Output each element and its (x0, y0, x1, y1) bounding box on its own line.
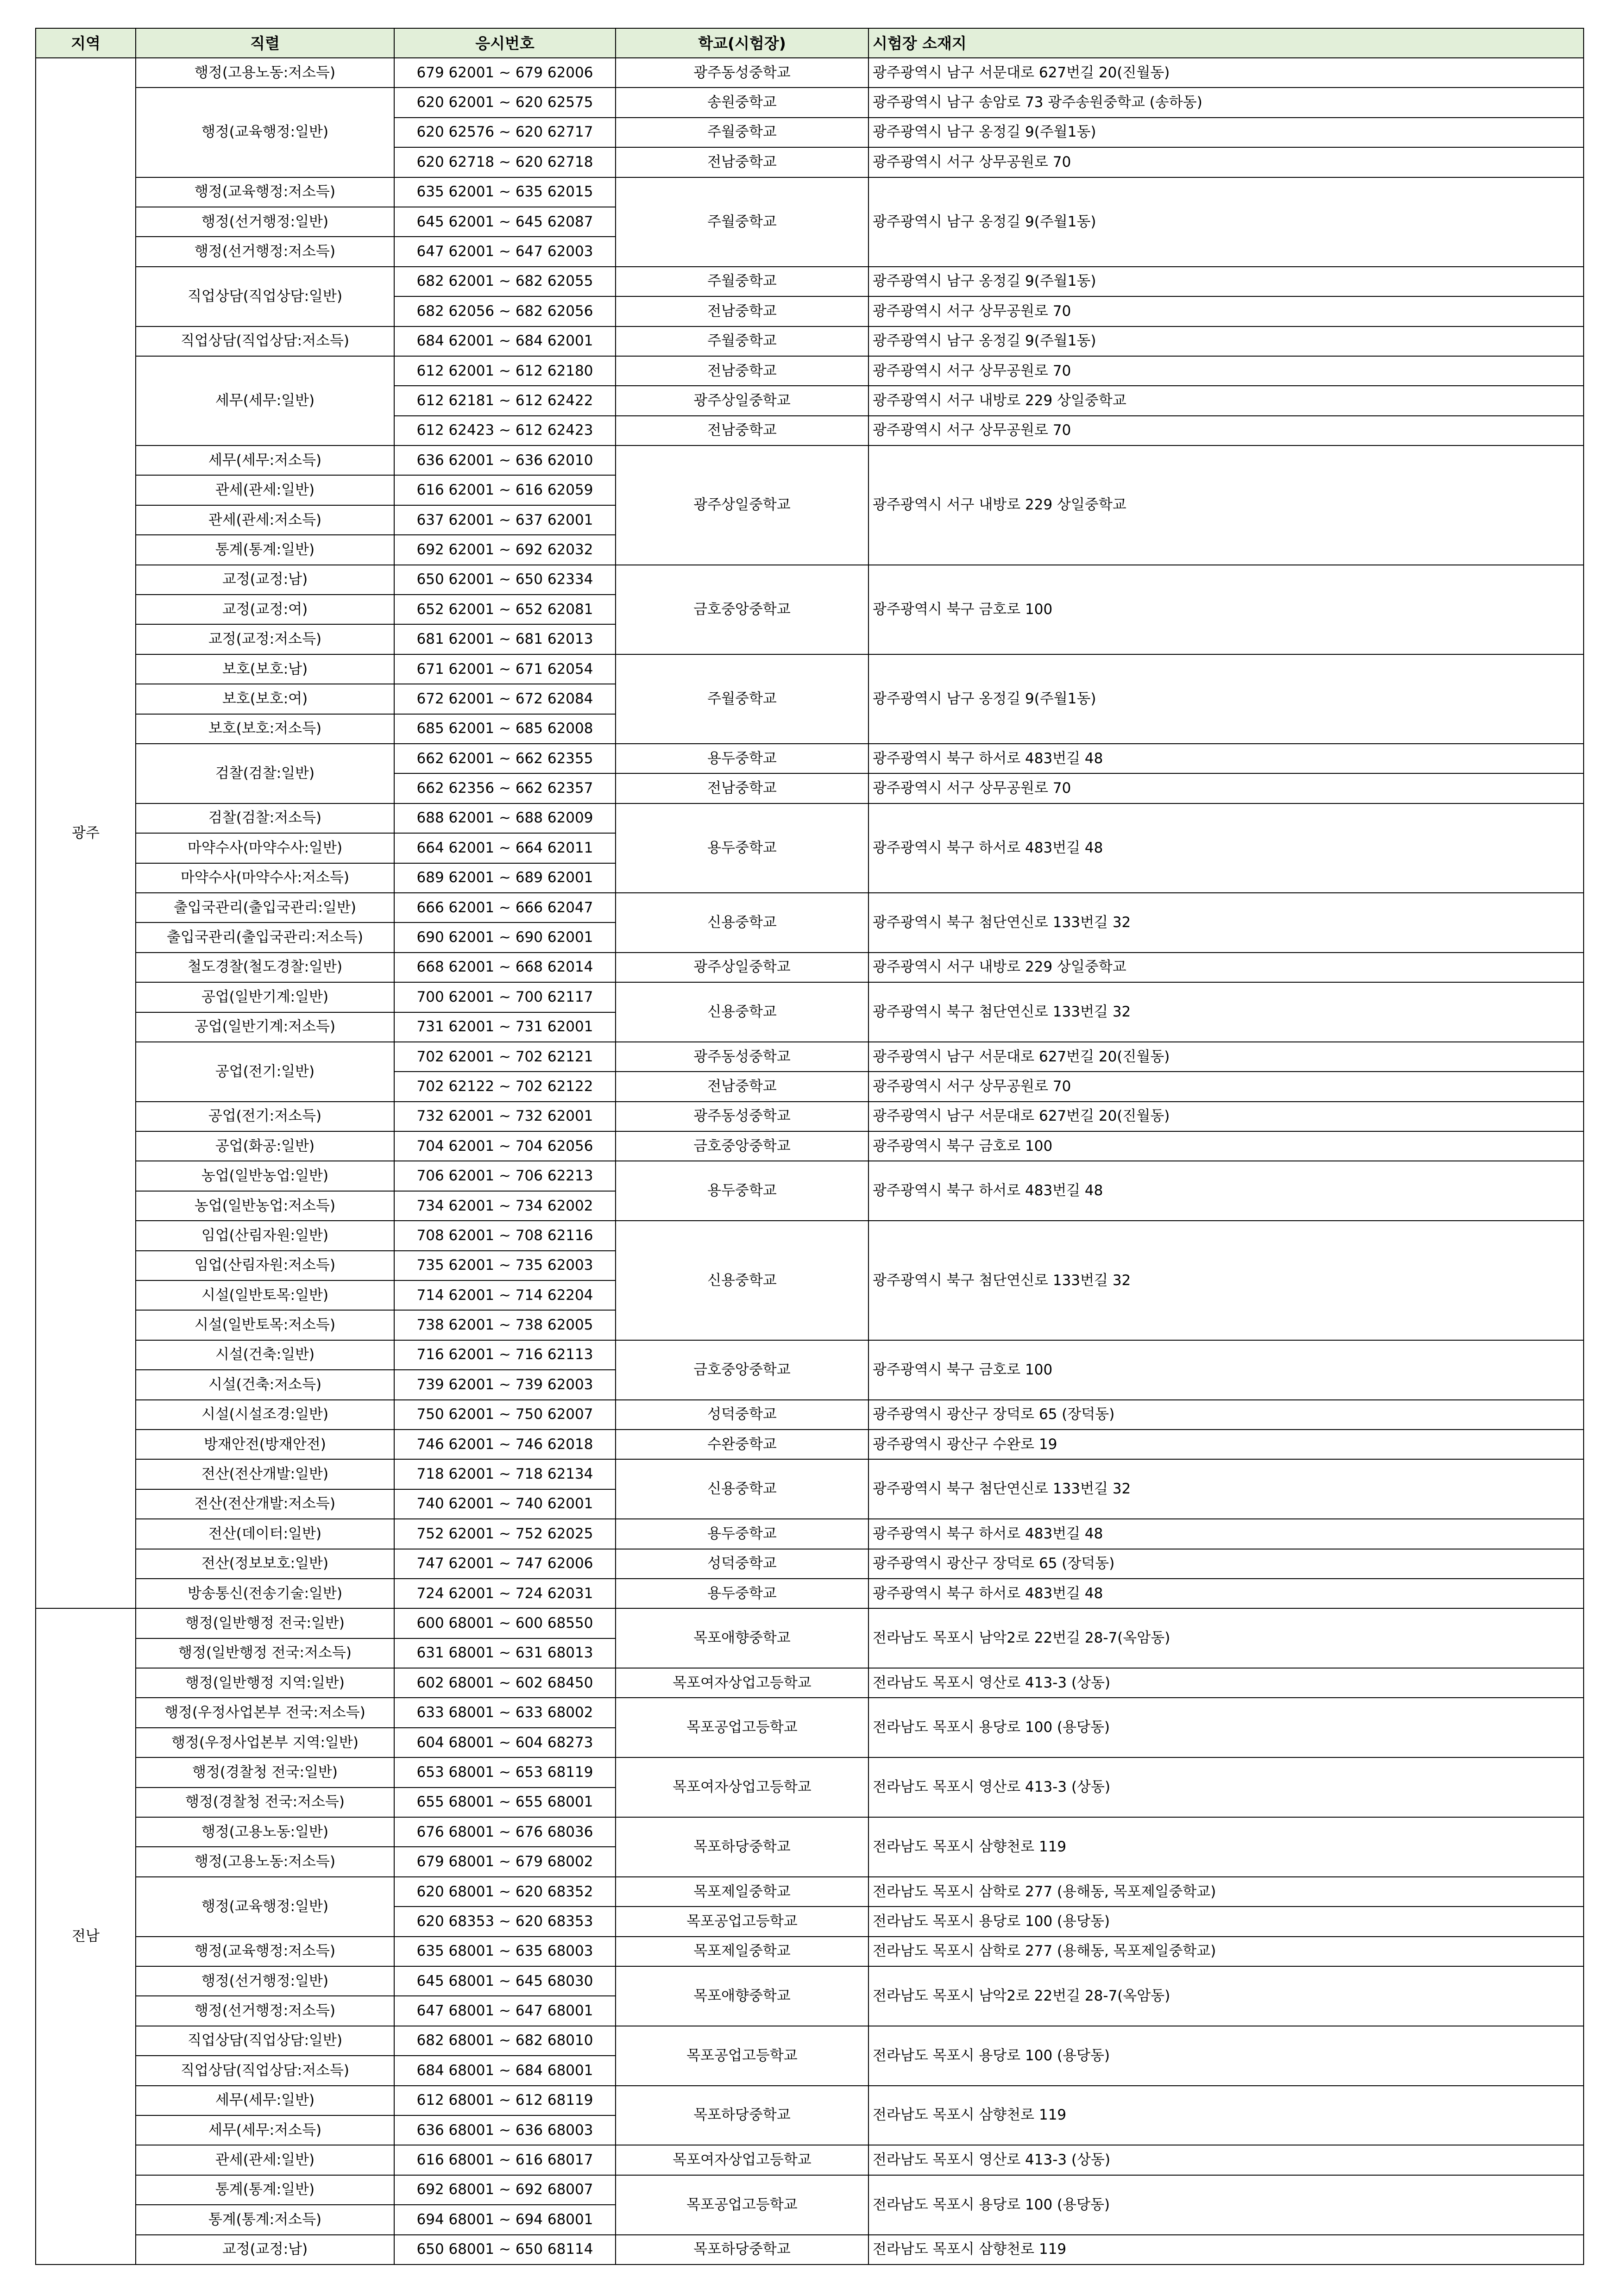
table-row (36, 1579, 1584, 1608)
address-cell: 광주광역시 광산구 수완로 19 (868, 1430, 1584, 1459)
series-cell: 관세(관세:일반) (136, 2145, 394, 2175)
header-exam-number: 응시번호 (394, 28, 616, 58)
exam-number-cell: 612 62001 ~ 612 62180 (394, 356, 616, 386)
exam-number-cell: 666 62001 ~ 666 62047 (394, 893, 616, 922)
series-cell: 세무(세무:저소득) (136, 2115, 394, 2145)
header-row (36, 28, 1584, 58)
table-row (36, 2026, 1584, 2056)
address-cell: 전라남도 목포시 남악2로 22번길 28-7(옥암동) (868, 1966, 1584, 2026)
series-cell: 방송통신(전송기술:일반) (136, 1579, 394, 1608)
series-cell: 행정(고용노동:저소득) (136, 1847, 394, 1876)
school-cell: 성덕중학교 (616, 1400, 868, 1430)
school-cell: 주월중학교 (616, 177, 868, 267)
series-cell: 전산(데이터:일반) (136, 1519, 394, 1549)
address-cell: 광주광역시 서구 상무공원로 70 (868, 773, 1584, 803)
series-cell: 행정(교육행정:일반) (136, 1877, 394, 1937)
series-cell: 세무(세무:일반) (136, 356, 394, 445)
exam-number-cell: 692 62001 ~ 692 62032 (394, 535, 616, 565)
table-row (36, 654, 1584, 684)
table-row (36, 1817, 1584, 1847)
address-cell: 전라남도 목포시 삼향천로 119 (868, 2086, 1584, 2145)
series-cell: 행정(우정사업본부 지역:일반) (136, 1728, 394, 1757)
series-cell: 관세(관세:저소득) (136, 505, 394, 535)
address-cell: 광주광역시 북구 첨단연신로 133번길 32 (868, 1221, 1584, 1340)
address-cell: 광주광역시 남구 옹정길 9(주월1동) (868, 118, 1584, 147)
address-cell: 전라남도 목포시 영산로 413-3 (상동) (868, 1668, 1584, 1698)
exam-number-cell: 750 62001 ~ 750 62007 (394, 1400, 616, 1430)
address-cell: 전라남도 목포시 용당로 100 (용당동) (868, 1907, 1584, 1936)
table-row (36, 2145, 1584, 2175)
header-school: 학교(시험장) (616, 28, 868, 58)
table-row (36, 58, 1584, 88)
table-row (36, 1459, 1584, 1489)
exam-number-cell: 645 62001 ~ 645 62087 (394, 207, 616, 237)
table-row (36, 744, 1584, 773)
table-row (36, 1937, 1584, 1966)
series-cell: 행정(선거행정:저소득) (136, 1996, 394, 2026)
exam-number-cell: 612 62423 ~ 612 62423 (394, 416, 616, 445)
table-row (36, 356, 1584, 386)
address-cell: 광주광역시 남구 옹정길 9(주월1동) (868, 326, 1584, 356)
table-row (36, 2175, 1584, 2205)
table-row (36, 1042, 1584, 1072)
exam-number-cell: 700 62001 ~ 700 62117 (394, 982, 616, 1012)
table-row (36, 803, 1584, 833)
exam-number-cell: 704 62001 ~ 704 62056 (394, 1131, 616, 1161)
address-cell: 광주광역시 남구 송암로 73 광주송원중학교 (송하동) (868, 88, 1584, 117)
series-cell: 행정(일반행정 전국:저소득) (136, 1638, 394, 1668)
region-cell: 광주 (36, 58, 136, 1608)
address-cell: 전라남도 목포시 삼향천로 119 (868, 2235, 1584, 2265)
school-cell: 주월중학교 (616, 267, 868, 296)
school-cell: 목포여자상업고등학교 (616, 1757, 868, 1817)
exam-number-cell: 734 62001 ~ 734 62002 (394, 1191, 616, 1221)
header-series: 직렬 (136, 28, 394, 58)
series-cell: 행정(경찰청 전국:저소득) (136, 1788, 394, 1817)
exam-number-cell: 655 68001 ~ 655 68001 (394, 1788, 616, 1817)
table-row (36, 1966, 1584, 1996)
exam-number-cell: 684 68001 ~ 684 68001 (394, 2056, 616, 2085)
school-cell: 전남중학교 (616, 773, 868, 803)
exam-number-cell: 650 62001 ~ 650 62334 (394, 565, 616, 595)
series-cell: 보호(보호:여) (136, 684, 394, 714)
exam-number-cell: 738 62001 ~ 738 62005 (394, 1310, 616, 1340)
series-cell: 행정(교육행정:저소득) (136, 177, 394, 207)
series-cell: 행정(일반행정 지역:일반) (136, 1668, 394, 1698)
address-cell: 광주광역시 북구 첨단연신로 133번길 32 (868, 982, 1584, 1042)
address-cell: 광주광역시 광산구 장덕로 65 (장덕동) (868, 1549, 1584, 1579)
school-cell: 광주동성중학교 (616, 58, 868, 88)
table-row (36, 1430, 1584, 1459)
exam-number-cell: 706 62001 ~ 706 62213 (394, 1161, 616, 1191)
table-row (36, 1161, 1584, 1191)
series-cell: 농업(일반농업:저소득) (136, 1191, 394, 1221)
table-row (36, 953, 1584, 982)
exam-number-cell: 616 68001 ~ 616 68017 (394, 2145, 616, 2175)
address-cell: 광주광역시 서구 내방로 229 상일중학교 (868, 386, 1584, 415)
header-region: 지역 (36, 28, 136, 58)
exam-number-cell: 682 62056 ~ 682 62056 (394, 296, 616, 326)
exam-number-cell: 679 62001 ~ 679 62006 (394, 58, 616, 88)
exam-number-cell: 662 62001 ~ 662 62355 (394, 744, 616, 773)
school-cell: 전남중학교 (616, 147, 868, 177)
exam-number-cell: 718 62001 ~ 718 62134 (394, 1459, 616, 1489)
school-cell: 용두중학교 (616, 1519, 868, 1549)
series-cell: 행정(일반행정 전국:일반) (136, 1608, 394, 1638)
series-cell: 보호(보호:남) (136, 654, 394, 684)
school-cell: 주월중학교 (616, 326, 868, 356)
school-cell: 신용중학교 (616, 982, 868, 1042)
series-cell: 전산(정보보호:일반) (136, 1549, 394, 1579)
address-cell: 전라남도 목포시 삼학로 277 (용해동, 목포제일중학교) (868, 1937, 1584, 1966)
exam-number-cell: 747 62001 ~ 747 62006 (394, 1549, 616, 1579)
header-address: 시험장 소재지 (868, 28, 1584, 58)
exam-number-cell: 620 68001 ~ 620 68352 (394, 1877, 616, 1907)
series-cell: 공업(일반기계:저소득) (136, 1012, 394, 1042)
table-row (36, 326, 1584, 356)
exam-number-cell: 620 62001 ~ 620 62575 (394, 88, 616, 117)
address-cell: 전라남도 목포시 영산로 413-3 (상동) (868, 1757, 1584, 1817)
series-cell: 통계(통계:일반) (136, 2175, 394, 2205)
address-cell: 전라남도 목포시 영산로 413-3 (상동) (868, 2145, 1584, 2175)
exam-number-cell: 668 62001 ~ 668 62014 (394, 953, 616, 982)
exam-number-cell: 716 62001 ~ 716 62113 (394, 1340, 616, 1370)
exam-number-cell: 690 62001 ~ 690 62001 (394, 922, 616, 952)
table-row (36, 445, 1584, 475)
exam-number-cell: 724 62001 ~ 724 62031 (394, 1579, 616, 1608)
exam-venue-table (35, 28, 1584, 2265)
address-cell: 광주광역시 서구 상무공원로 70 (868, 356, 1584, 386)
series-cell: 세무(세무:저소득) (136, 445, 394, 475)
table-row (36, 1519, 1584, 1549)
series-cell: 방재안전(방재안전) (136, 1430, 394, 1459)
exam-number-cell: 672 62001 ~ 672 62084 (394, 684, 616, 714)
address-cell: 광주광역시 북구 하서로 483번길 48 (868, 1161, 1584, 1221)
exam-number-cell: 631 68001 ~ 631 68013 (394, 1638, 616, 1668)
address-cell: 전라남도 목포시 삼학로 277 (용해동, 목포제일중학교) (868, 1877, 1584, 1907)
exam-number-cell: 647 68001 ~ 647 68001 (394, 1996, 616, 2026)
address-cell: 광주광역시 남구 옹정길 9(주월1동) (868, 267, 1584, 296)
series-cell: 교정(교정:저소득) (136, 624, 394, 654)
school-cell: 목포공업고등학교 (616, 1698, 868, 1757)
exam-number-cell: 620 62718 ~ 620 62718 (394, 147, 616, 177)
school-cell: 목포하당중학교 (616, 1817, 868, 1877)
exam-number-cell: 612 68001 ~ 612 68119 (394, 2086, 616, 2115)
address-cell: 전라남도 목포시 남악2로 22번길 28-7(옥암동) (868, 1608, 1584, 1668)
exam-number-cell: 650 68001 ~ 650 68114 (394, 2235, 616, 2265)
exam-number-cell: 735 62001 ~ 735 62003 (394, 1251, 616, 1280)
school-cell: 성덕중학교 (616, 1549, 868, 1579)
series-cell: 행정(우정사업본부 전국:저소득) (136, 1698, 394, 1727)
series-cell: 세무(세무:일반) (136, 2086, 394, 2115)
exam-number-cell: 671 62001 ~ 671 62054 (394, 654, 616, 684)
table-row (36, 177, 1584, 207)
address-cell: 광주광역시 남구 서문대로 627번길 20(진월동) (868, 58, 1584, 88)
series-cell: 행정(고용노동:일반) (136, 1817, 394, 1847)
exam-number-cell: 653 68001 ~ 653 68119 (394, 1757, 616, 1787)
series-cell: 행정(교육행정:저소득) (136, 1937, 394, 1966)
table-row (36, 1668, 1584, 1698)
exam-number-cell: 616 62001 ~ 616 62059 (394, 475, 616, 505)
address-cell: 광주광역시 남구 옹정길 9(주월1동) (868, 654, 1584, 744)
series-cell: 검찰(검찰:저소득) (136, 803, 394, 833)
table-row (36, 1757, 1584, 1787)
exam-number-cell: 636 68001 ~ 636 68003 (394, 2115, 616, 2145)
table-row (36, 893, 1584, 922)
address-cell: 광주광역시 북구 금호로 100 (868, 1340, 1584, 1400)
address-cell: 전라남도 목포시 용당로 100 (용당동) (868, 1698, 1584, 1757)
exam-number-cell: 694 68001 ~ 694 68001 (394, 2205, 616, 2234)
exam-number-cell: 702 62001 ~ 702 62121 (394, 1042, 616, 1072)
address-cell: 광주광역시 남구 옹정길 9(주월1동) (868, 177, 1584, 267)
series-cell: 시설(건축:일반) (136, 1340, 394, 1370)
exam-number-cell: 664 62001 ~ 664 62011 (394, 833, 616, 863)
table-row (36, 1131, 1584, 1161)
address-cell: 전라남도 목포시 용당로 100 (용당동) (868, 2175, 1584, 2235)
school-cell: 주월중학교 (616, 118, 868, 147)
series-cell: 시설(건축:저소득) (136, 1370, 394, 1399)
school-cell: 광주동성중학교 (616, 1102, 868, 1131)
address-cell: 광주광역시 서구 상무공원로 70 (868, 147, 1584, 177)
series-cell: 전산(전산개발:일반) (136, 1459, 394, 1489)
address-cell: 광주광역시 남구 서문대로 627번길 20(진월동) (868, 1042, 1584, 1072)
school-cell: 목포애향중학교 (616, 1608, 868, 1668)
school-cell: 주월중학교 (616, 654, 868, 744)
school-cell: 신용중학교 (616, 1221, 868, 1340)
exam-number-cell: 635 68001 ~ 635 68003 (394, 1937, 616, 1966)
series-cell: 공업(화공:일반) (136, 1131, 394, 1161)
table-row (36, 565, 1584, 595)
series-cell: 교정(교정:여) (136, 595, 394, 624)
table-row (36, 1608, 1584, 1638)
address-cell: 광주광역시 북구 하서로 483번길 48 (868, 803, 1584, 893)
series-cell: 교정(교정:남) (136, 2235, 394, 2265)
series-cell: 마약수사(마약수사:일반) (136, 833, 394, 863)
series-cell: 철도경찰(철도경찰:일반) (136, 953, 394, 982)
table-row (36, 267, 1584, 296)
series-cell: 교정(교정:남) (136, 565, 394, 595)
exam-number-cell: 662 62356 ~ 662 62357 (394, 773, 616, 803)
exam-number-cell: 682 62001 ~ 682 62055 (394, 267, 616, 296)
school-cell: 용두중학교 (616, 803, 868, 893)
exam-number-cell: 685 62001 ~ 685 62008 (394, 714, 616, 744)
series-cell: 행정(고용노동:저소득) (136, 58, 394, 88)
table-row (36, 1698, 1584, 1727)
series-cell: 직업상담(직업상담:저소득) (136, 326, 394, 356)
table-row (36, 1400, 1584, 1430)
exam-number-cell: 684 62001 ~ 684 62001 (394, 326, 616, 356)
table-body (36, 58, 1584, 2265)
series-cell: 시설(일반토목:일반) (136, 1280, 394, 1310)
exam-number-cell: 612 62181 ~ 612 62422 (394, 386, 616, 415)
table-row (36, 982, 1584, 1012)
school-cell: 전남중학교 (616, 416, 868, 445)
series-cell: 임업(산림자원:일반) (136, 1221, 394, 1250)
address-cell: 전라남도 목포시 삼향천로 119 (868, 1817, 1584, 1877)
address-cell: 광주광역시 북구 하서로 483번길 48 (868, 1519, 1584, 1549)
exam-number-cell: 739 62001 ~ 739 62003 (394, 1370, 616, 1399)
school-cell: 금호중앙중학교 (616, 565, 868, 654)
series-cell: 행정(경찰청 전국:일반) (136, 1757, 394, 1787)
school-cell: 신용중학교 (616, 1459, 868, 1519)
table-row (36, 88, 1584, 117)
table-row (36, 1340, 1584, 1370)
table-row (36, 2086, 1584, 2115)
school-cell: 신용중학교 (616, 893, 868, 953)
series-cell: 행정(선거행정:저소득) (136, 237, 394, 266)
series-cell: 시설(시설조경:일반) (136, 1400, 394, 1430)
address-cell: 광주광역시 서구 상무공원로 70 (868, 296, 1584, 326)
series-cell: 행정(선거행정:일반) (136, 1966, 394, 1996)
address-cell: 광주광역시 서구 상무공원로 70 (868, 1072, 1584, 1101)
series-cell: 출입국관리(출입국관리:일반) (136, 893, 394, 922)
exam-number-cell: 731 62001 ~ 731 62001 (394, 1012, 616, 1042)
exam-number-cell: 635 62001 ~ 635 62015 (394, 177, 616, 207)
exam-number-cell: 752 62001 ~ 752 62025 (394, 1519, 616, 1549)
school-cell: 용두중학교 (616, 1161, 868, 1221)
school-cell: 송원중학교 (616, 88, 868, 117)
exam-number-cell: 604 68001 ~ 604 68273 (394, 1728, 616, 1757)
school-cell: 광주상일중학교 (616, 445, 868, 565)
school-cell: 목포애향중학교 (616, 1966, 868, 2026)
series-cell: 시설(일반토목:저소득) (136, 1310, 394, 1340)
series-cell: 마약수사(마약수사:저소득) (136, 863, 394, 893)
address-cell: 광주광역시 북구 첨단연신로 133번길 32 (868, 893, 1584, 953)
exam-number-cell: 746 62001 ~ 746 62018 (394, 1430, 616, 1459)
exam-number-cell: 602 68001 ~ 602 68450 (394, 1668, 616, 1698)
exam-number-cell: 600 68001 ~ 600 68550 (394, 1608, 616, 1638)
series-cell: 직업상담(직업상담:일반) (136, 267, 394, 326)
exam-number-cell: 637 62001 ~ 637 62001 (394, 505, 616, 535)
school-cell: 목포하당중학교 (616, 2086, 868, 2145)
school-cell: 용두중학교 (616, 1579, 868, 1608)
table-row (36, 1549, 1584, 1579)
exam-number-cell: 647 62001 ~ 647 62003 (394, 237, 616, 266)
exam-number-cell: 633 68001 ~ 633 68002 (394, 1698, 616, 1727)
series-cell: 전산(전산개발:저소득) (136, 1489, 394, 1519)
exam-number-cell: 732 62001 ~ 732 62001 (394, 1102, 616, 1131)
exam-number-cell: 620 62576 ~ 620 62717 (394, 118, 616, 147)
school-cell: 목포공업고등학교 (616, 2175, 868, 2235)
exam-number-cell: 702 62122 ~ 702 62122 (394, 1072, 616, 1101)
school-cell: 금호중앙중학교 (616, 1131, 868, 1161)
table-row (36, 1221, 1584, 1250)
school-cell: 수완중학교 (616, 1430, 868, 1459)
exam-number-cell: 688 62001 ~ 688 62009 (394, 803, 616, 833)
series-cell: 통계(통계:일반) (136, 535, 394, 565)
exam-number-cell: 679 68001 ~ 679 68002 (394, 1847, 616, 1876)
series-cell: 직업상담(직업상담:저소득) (136, 2056, 394, 2085)
exam-number-cell: 692 68001 ~ 692 68007 (394, 2175, 616, 2205)
school-cell: 금호중앙중학교 (616, 1340, 868, 1400)
series-cell: 검찰(검찰:일반) (136, 744, 394, 803)
series-cell: 보호(보호:저소득) (136, 714, 394, 744)
series-cell: 행정(교육행정:일반) (136, 88, 394, 177)
school-cell: 용두중학교 (616, 744, 868, 773)
address-cell: 광주광역시 북구 하서로 483번길 48 (868, 1579, 1584, 1608)
school-cell: 광주동성중학교 (616, 1042, 868, 1072)
school-cell: 목포공업고등학교 (616, 1907, 868, 1936)
exam-number-cell: 681 62001 ~ 681 62013 (394, 624, 616, 654)
school-cell: 목포제일중학교 (616, 1937, 868, 1966)
series-cell: 출입국관리(출입국관리:저소득) (136, 922, 394, 952)
school-cell: 전남중학교 (616, 296, 868, 326)
school-cell: 목포하당중학교 (616, 2235, 868, 2265)
series-cell: 농업(일반농업:일반) (136, 1161, 394, 1191)
series-cell: 직업상담(직업상담:일반) (136, 2026, 394, 2056)
series-cell: 임업(산림자원:저소득) (136, 1251, 394, 1280)
school-cell: 광주상일중학교 (616, 386, 868, 415)
school-cell: 전남중학교 (616, 1072, 868, 1101)
school-cell: 목포여자상업고등학교 (616, 2145, 868, 2175)
school-cell: 목포여자상업고등학교 (616, 1668, 868, 1698)
address-cell: 광주광역시 남구 서문대로 627번길 20(진월동) (868, 1102, 1584, 1131)
exam-number-cell: 620 68353 ~ 620 68353 (394, 1907, 616, 1936)
series-cell: 공업(전기:일반) (136, 1042, 394, 1102)
address-cell: 광주광역시 서구 상무공원로 70 (868, 416, 1584, 445)
address-cell: 광주광역시 북구 첨단연신로 133번길 32 (868, 1459, 1584, 1519)
school-cell: 광주상일중학교 (616, 953, 868, 982)
exam-number-cell: 645 68001 ~ 645 68030 (394, 1966, 616, 1996)
school-cell: 전남중학교 (616, 356, 868, 386)
exam-number-cell: 740 62001 ~ 740 62001 (394, 1489, 616, 1519)
school-cell: 목포공업고등학교 (616, 2026, 868, 2086)
series-cell: 통계(통계:저소득) (136, 2205, 394, 2234)
exam-number-cell: 714 62001 ~ 714 62204 (394, 1280, 616, 1310)
exam-number-cell: 636 62001 ~ 636 62010 (394, 445, 616, 475)
exam-number-cell: 689 62001 ~ 689 62001 (394, 863, 616, 893)
series-cell: 공업(일반기계:일반) (136, 982, 394, 1012)
address-cell: 전라남도 목포시 용당로 100 (용당동) (868, 2026, 1584, 2086)
series-cell: 행정(선거행정:일반) (136, 207, 394, 237)
exam-number-cell: 708 62001 ~ 708 62116 (394, 1221, 616, 1250)
table-row (36, 2235, 1584, 2265)
exam-number-cell: 682 68001 ~ 682 68010 (394, 2026, 616, 2056)
exam-number-cell: 676 68001 ~ 676 68036 (394, 1817, 616, 1847)
table-row (36, 1102, 1584, 1131)
address-cell: 광주광역시 북구 금호로 100 (868, 1131, 1584, 1161)
table-row (36, 1877, 1584, 1907)
series-cell: 공업(전기:저소득) (136, 1102, 394, 1131)
address-cell: 광주광역시 북구 하서로 483번길 48 (868, 744, 1584, 773)
address-cell: 광주광역시 서구 내방로 229 상일중학교 (868, 953, 1584, 982)
series-cell: 관세(관세:일반) (136, 475, 394, 505)
school-cell: 목포제일중학교 (616, 1877, 868, 1907)
address-cell: 광주광역시 북구 금호로 100 (868, 565, 1584, 654)
exam-number-cell: 652 62001 ~ 652 62081 (394, 595, 616, 624)
address-cell: 광주광역시 광산구 장덕로 65 (장덕동) (868, 1400, 1584, 1430)
address-cell: 광주광역시 서구 내방로 229 상일중학교 (868, 445, 1584, 565)
region-cell: 전남 (36, 1608, 136, 2265)
